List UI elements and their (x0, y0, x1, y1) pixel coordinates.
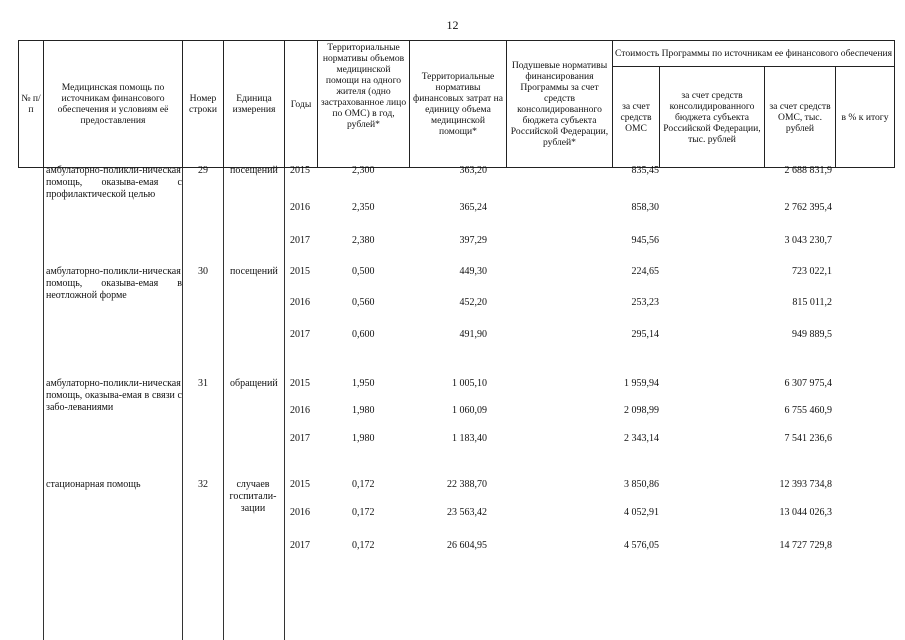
header-sub-oms-thousand-text: за счет средств ОМС, тыс. рублей (769, 100, 831, 134)
group-row-number: 30 (198, 266, 208, 277)
divider-line (223, 168, 224, 640)
oms-total-cell: 3 043 230,7 (784, 235, 832, 246)
oms-total-cell: 6 755 460,9 (784, 405, 832, 416)
header-unit (223, 40, 285, 168)
header-sub-budget-text: за счет средств консолидированного бюджета субъекта Российской Федерации, тыс. рублей (663, 89, 761, 145)
oms-total-cell: 12 393 734,8 (779, 479, 832, 490)
group-row-number: 29 (198, 165, 208, 176)
oms-cell: 2 098,99 (624, 405, 659, 416)
oms-cell: 3 850,86 (624, 479, 659, 490)
oms-cell: 4 052,91 (624, 507, 659, 518)
year-cell: 2016 (290, 405, 310, 416)
header-cost-group (612, 40, 895, 67)
cost-cell: 397,29 (459, 235, 487, 246)
cost-cell: 365,24 (459, 202, 487, 213)
cost-cell: 449,30 (459, 266, 487, 277)
oms-total-cell: 7 541 236,6 (784, 433, 832, 444)
group-name: амбулаторно-поликли-ническая помощь, оказыва-емая с профилактической целью (46, 165, 182, 200)
header-sub-oms-thousand (764, 66, 836, 168)
cost-cell: 1 060,09 (452, 405, 487, 416)
divider-line (43, 168, 44, 640)
header-sub-percent-text: в % к итогу (841, 111, 889, 123)
group-row-number: 32 (198, 479, 208, 490)
cost-cell: 22 388,70 (447, 479, 487, 490)
cost-cell: 1 183,40 (452, 433, 487, 444)
year-cell: 2015 (290, 479, 310, 490)
volume-cell: 2,350 (352, 202, 375, 213)
group-unit: посещений (230, 266, 278, 277)
cost-cell: 1 005,10 (452, 378, 487, 389)
volume-cell: 0,172 (352, 540, 375, 551)
year-cell: 2015 (290, 378, 310, 389)
volume-cell: 0,560 (352, 297, 375, 308)
group-name: стационарная помощь (46, 479, 141, 490)
header-row (182, 40, 224, 168)
cost-cell: 452,20 (459, 297, 487, 308)
oms-cell: 945,56 (631, 235, 659, 246)
volume-cell: 2,300 (352, 165, 375, 176)
oms-total-cell: 6 307 975,4 (784, 378, 832, 389)
header-num (18, 40, 44, 168)
header-care-text: Медицинская помощь по источникам финансового обеспечения и условиям её предоставления (57, 82, 169, 126)
year-cell: 2017 (290, 540, 310, 551)
header-years-text: Годы (290, 98, 312, 110)
header-sub-budget (659, 66, 765, 168)
cost-cell: 23 563,42 (447, 507, 487, 518)
volume-cell: 0,500 (352, 266, 375, 277)
oms-cell: 4 576,05 (624, 540, 659, 551)
divider-line (182, 168, 183, 640)
oms-cell: 835,45 (631, 165, 659, 176)
oms-total-cell: 2 762 395,4 (784, 202, 832, 213)
oms-total-cell: 2 688 831,9 (784, 165, 832, 176)
oms-total-cell: 815 011,2 (792, 297, 832, 308)
oms-cell: 2 343,14 (624, 433, 659, 444)
oms-total-cell: 13 044 026,3 (779, 507, 832, 518)
oms-cell: 858,30 (631, 202, 659, 213)
volume-cell: 1,980 (352, 405, 375, 416)
header-vol-norm-text: Территориальные нормативы объемов медицинской помощи на одного жителя (одно застрахованное лицо по ОМС) в год, рублей* (320, 42, 407, 130)
oms-cell: 253,23 (631, 297, 659, 308)
volume-cell: 0,172 (352, 479, 375, 490)
header-cost-group-text: Стоимость Программы по источникам ее финансового обеспечения (615, 48, 892, 59)
group-unit: обращений (230, 378, 278, 389)
oms-total-cell: 14 727 729,8 (779, 540, 832, 551)
header-care (43, 40, 183, 168)
header-cost-norm-text: Территориальные нормативы финансовых затрат на единицу объема медицинской помощи* (412, 71, 503, 137)
year-cell: 2016 (290, 202, 310, 213)
header-years (284, 40, 318, 168)
group-name: амбулаторно-поликли-ническая помощь, оказыва-емая в неотложной форме (46, 266, 182, 301)
year-cell: 2016 (290, 297, 310, 308)
header-unit-text: Единица измерения (232, 93, 276, 115)
header-vol-norm (317, 40, 410, 168)
page-number: 12 (446, 18, 459, 32)
header-row-text: Номер строки (189, 93, 217, 115)
header-sub-percent (835, 66, 895, 168)
header-num-text: № п/п (21, 93, 41, 115)
group-unit: случаев госпитали-зации (229, 479, 277, 514)
oms-cell: 1 959,94 (624, 378, 659, 389)
header-percap (506, 40, 613, 168)
cost-cell: 26 604,95 (447, 540, 487, 551)
cost-cell: 363,20 (459, 165, 487, 176)
oms-total-cell: 723 022,1 (792, 266, 832, 277)
volume-cell: 1,980 (352, 433, 375, 444)
group-unit: посещений (230, 165, 278, 176)
volume-cell: 0,172 (352, 507, 375, 518)
volume-cell: 2,380 (352, 235, 375, 246)
year-cell: 2017 (290, 235, 310, 246)
group-name: амбулаторно-поликли-ническая помощь, оказыва-емая в связи с забо-леваниями (46, 378, 182, 413)
oms-cell: 224,65 (631, 266, 659, 277)
volume-cell: 1,950 (352, 378, 375, 389)
oms-cell: 295,14 (631, 329, 659, 340)
year-cell: 2017 (290, 433, 310, 444)
year-cell: 2015 (290, 266, 310, 277)
header-percap-text: Подушевые нормативы финансирования Программы за счет средств консолидированного бюджета субъекта Российской Федерации, рублей* (510, 60, 609, 148)
header-sub-oms (612, 66, 660, 168)
year-cell: 2015 (290, 165, 310, 176)
header-cost-norm (409, 40, 507, 168)
year-cell: 2016 (290, 507, 310, 518)
cost-cell: 491,90 (459, 329, 487, 340)
divider-line (284, 168, 285, 640)
group-row-number: 31 (198, 378, 208, 389)
header-sub-oms-text: за счет средств ОМС (620, 100, 652, 134)
year-cell: 2017 (290, 329, 310, 340)
oms-total-cell: 949 889,5 (792, 329, 832, 340)
volume-cell: 0,600 (352, 329, 375, 340)
